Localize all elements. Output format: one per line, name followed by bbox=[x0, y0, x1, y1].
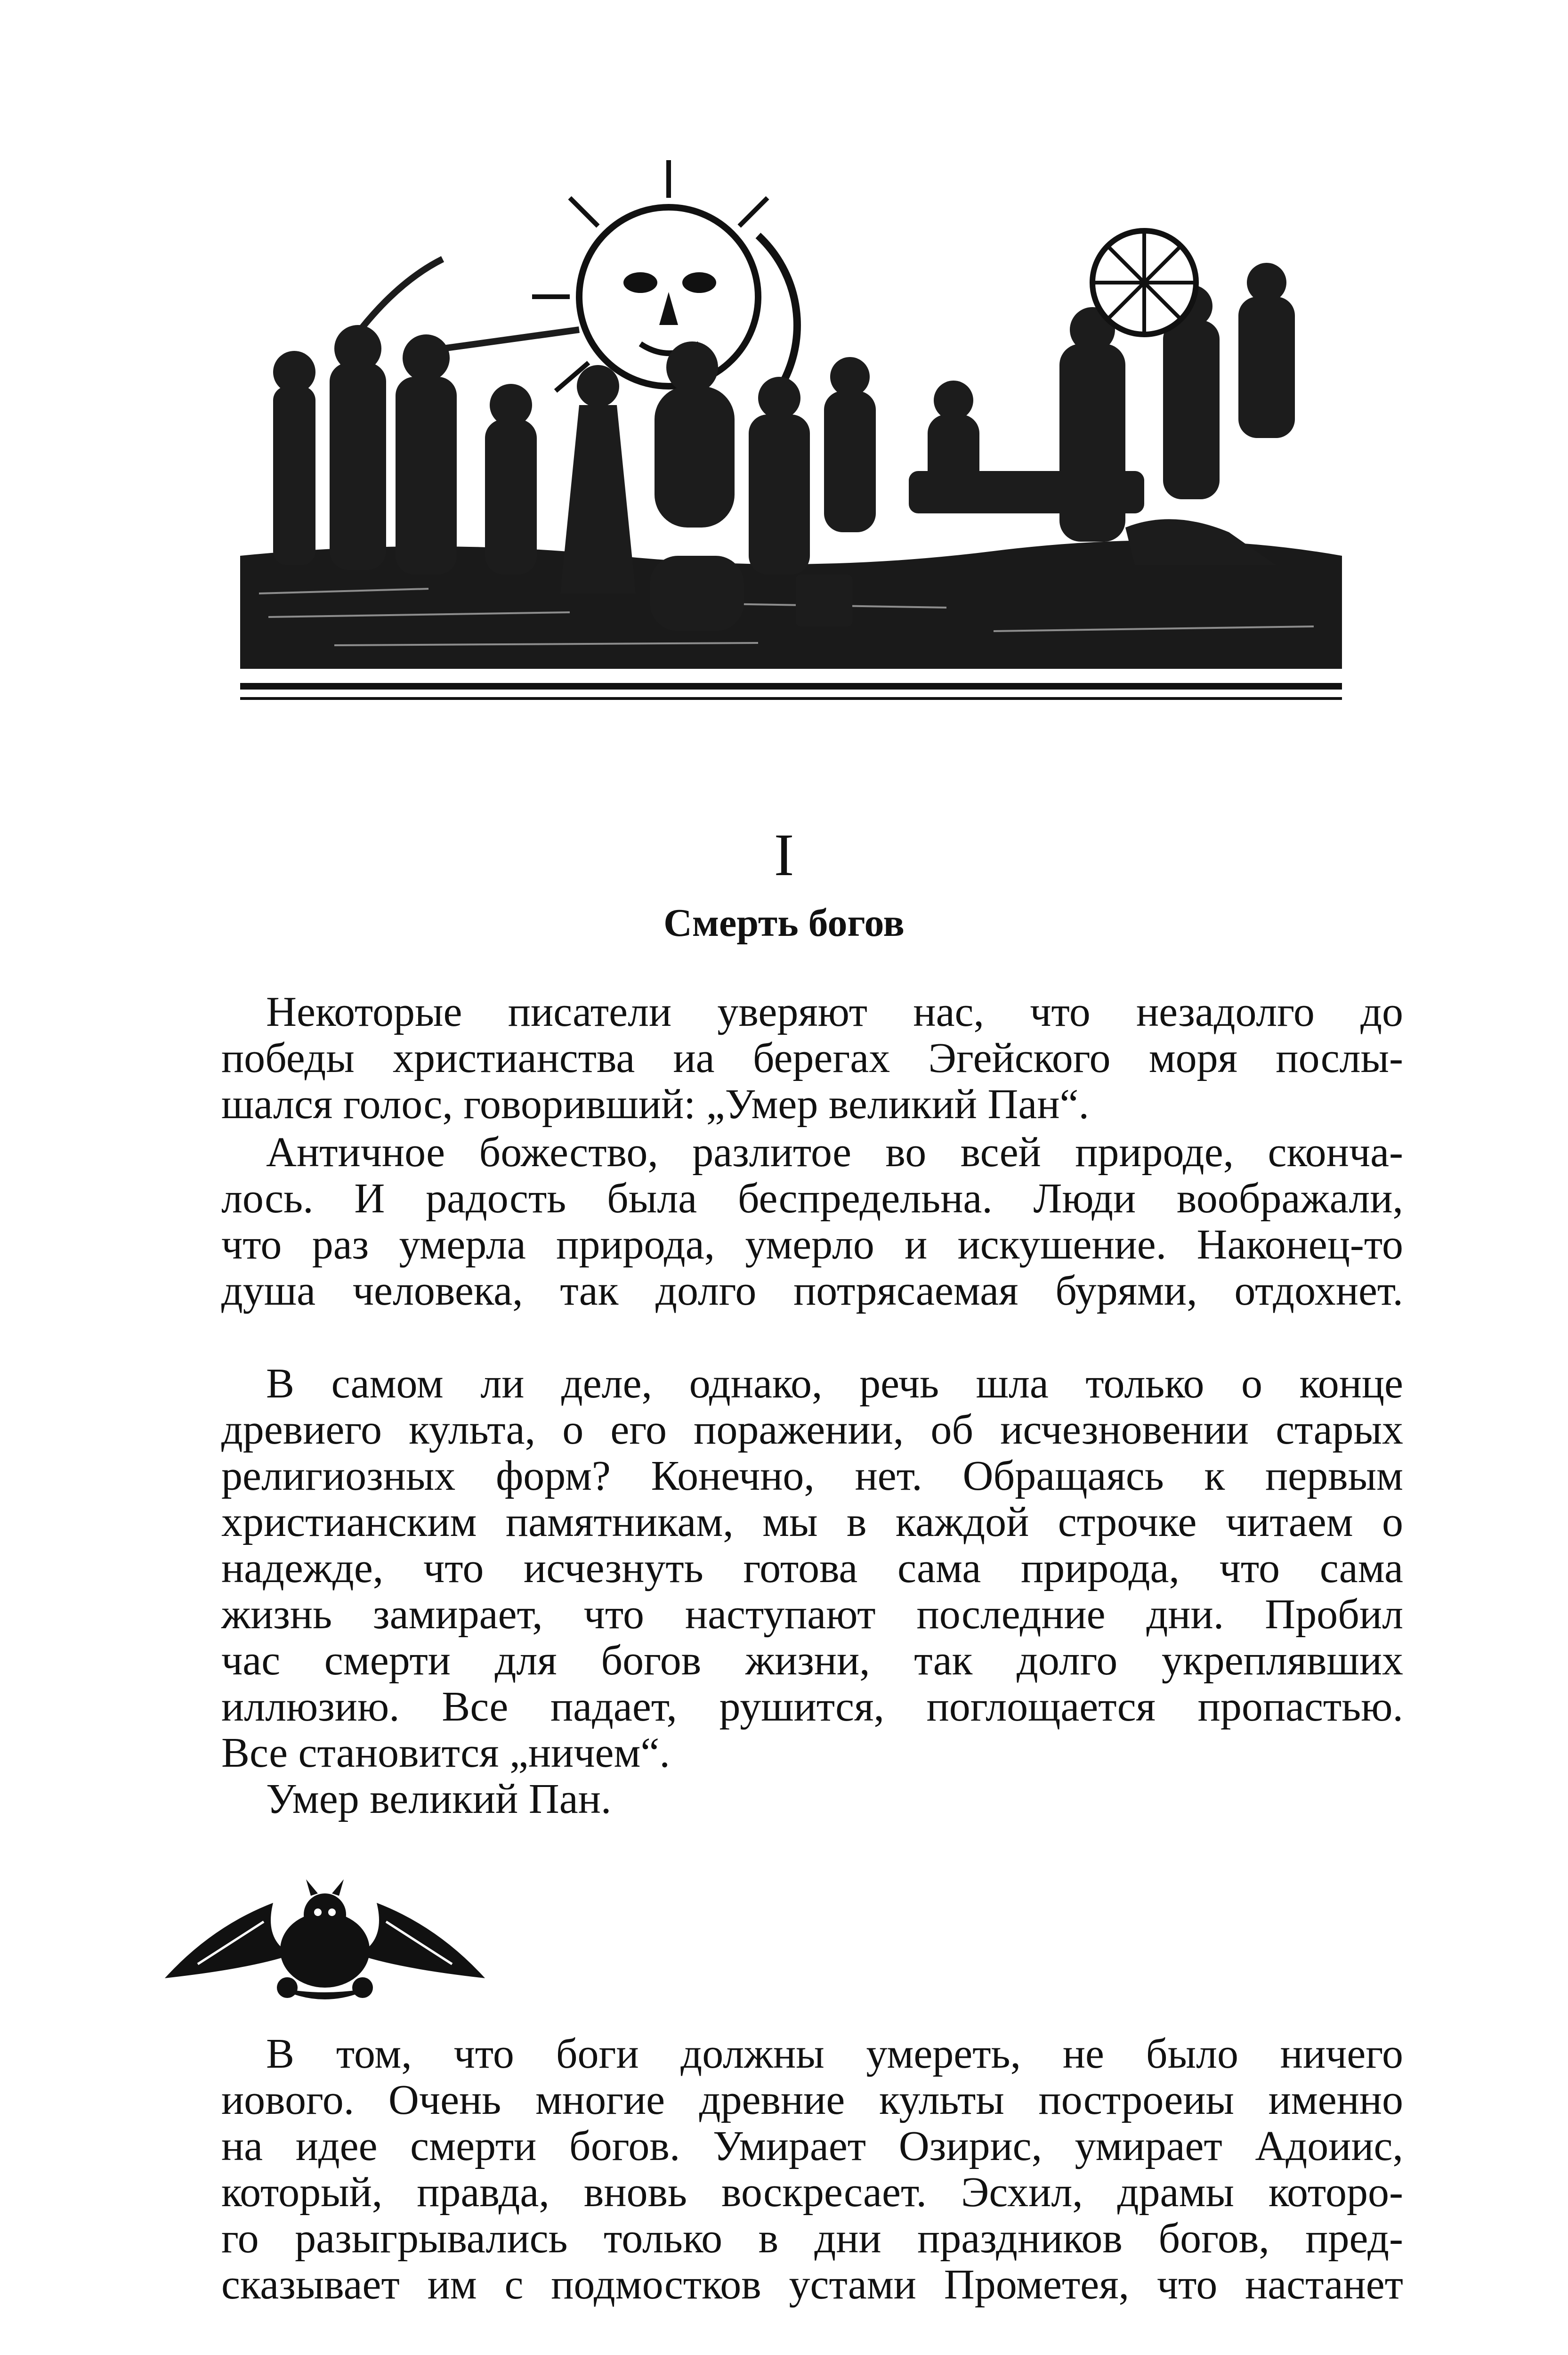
text-line: древиего культа, о его поражении, об исчезновении старых bbox=[221, 1406, 1403, 1453]
text-line: Все становится „ничем“. bbox=[221, 1730, 670, 1776]
text-line: победы христианства иа берегах Эгейского моря послы- bbox=[221, 1035, 1403, 1081]
paragraph-3 bbox=[221, 1361, 1403, 1822]
text-line: В самом ли деле, однако, речь шла только о конце bbox=[266, 1360, 1403, 1407]
text-line: который, правда, вновь воскресает. Эсхил, драмы которо- bbox=[221, 2169, 1403, 2216]
text-line: что раз умерла природа, умерло и искушение. Наконец-то bbox=[221, 1221, 1403, 1268]
text-line: Античное божество, разлитое во всей природе, сконча- bbox=[266, 1129, 1403, 1176]
paragraph-4 bbox=[221, 2031, 1403, 2308]
text-line: лось. И радость была беспредельна. Люди воображали, bbox=[221, 1175, 1403, 1222]
text-line: душа человека, так долго потрясаемая бурями, отдохнет. bbox=[221, 1267, 1403, 1314]
text-line: иового. Очень многие древние культы построеиы именно bbox=[221, 2077, 1403, 2123]
header-woodcut-illustration bbox=[240, 141, 1342, 725]
chapter-number: I bbox=[774, 821, 794, 888]
text-line: В том, что боги должны умереть, не было ничего bbox=[266, 2030, 1403, 2077]
paragraph-2 bbox=[221, 1129, 1403, 1314]
chapter-title: Смерть богов bbox=[663, 901, 905, 945]
text-line: Некоторые писатели уверяют нас, что незадолго до bbox=[266, 989, 1403, 1035]
text-line: христианским памятникам, мы в каждой строчке читаем о bbox=[221, 1499, 1403, 1545]
text-line: надежде, что исчезнуть готова сама природа, что сама bbox=[221, 1545, 1403, 1592]
text-line: религиозных форм? Конечно, нет. Обращаясь к первым bbox=[221, 1453, 1403, 1499]
paragraph-1 bbox=[221, 989, 1403, 1128]
dragon-ornament-icon bbox=[155, 1870, 494, 2011]
text-line: сказывает им с подмостков устами Прометея, что настанет bbox=[221, 2261, 1403, 2308]
text-line: жизнь замирает, что наступают последние дни. Пробил bbox=[221, 1591, 1403, 1638]
text-line: иллюзию. Все падает, рушится, поглощается пропастью. bbox=[221, 1683, 1403, 1730]
text-line: Умер великий Пан. bbox=[266, 1776, 612, 1822]
text-line: го разыгрывались только в дни праздников богов, пред- bbox=[221, 2215, 1403, 2262]
text-line: на идее смерти богов. Умирает Озирис, умирает Адоиис, bbox=[221, 2123, 1403, 2169]
text-line: час смерти для богов жизни, так долго укреплявших bbox=[221, 1637, 1403, 1684]
text-line: шался голос, говоривший: „Умер великий Пан“. bbox=[221, 1081, 1089, 1128]
